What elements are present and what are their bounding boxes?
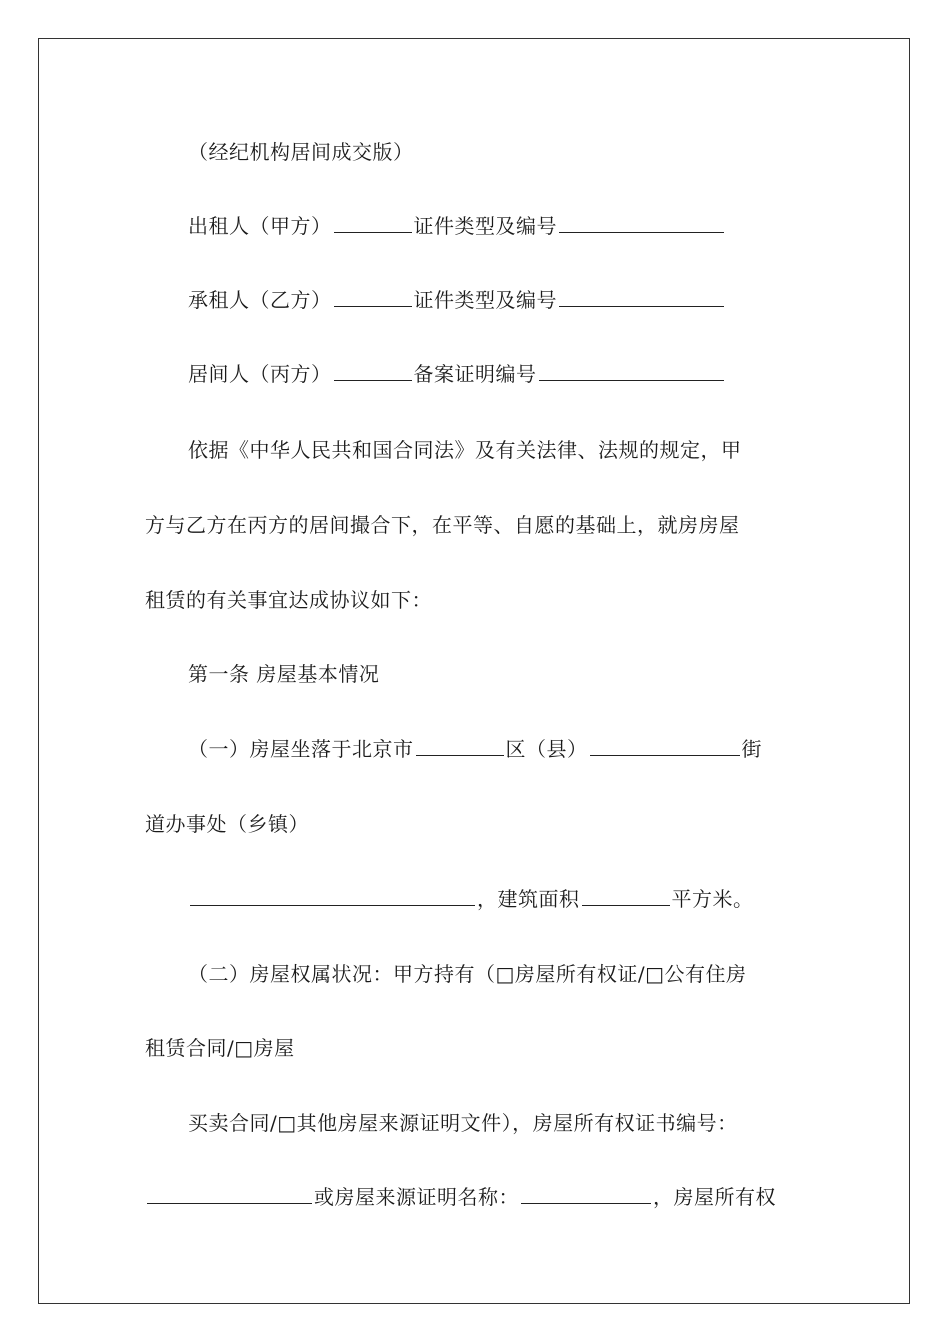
location-line [188,735,762,763]
contract-subtitle: （经纪机构居间成交版） [188,140,414,164]
lessee-label: 承租人（乙方） [188,288,332,312]
area-label: ，建筑面积 [477,887,580,911]
ownership-tail: ，房屋所有权 [653,1185,776,1209]
lessee-name-blank[interactable] [334,286,412,307]
lessor-label: 出租人（甲方） [188,214,332,238]
location-city-label: （一）房屋坐落于北京市 [188,737,414,761]
address-blank[interactable] [190,885,475,906]
subdistrict-line: 道办事处（乡镇） [145,812,309,836]
lessee-line [188,286,726,314]
district-blank[interactable] [416,735,504,756]
ownership-line-2: 租赁合同/□房屋 [145,1036,295,1060]
ownership-line-4 [145,1183,776,1211]
lessor-id-label: 证件类型及编号 [413,214,557,238]
source-doc-blank[interactable] [521,1183,651,1204]
lessor-id-blank[interactable] [559,212,724,233]
preamble-line-1: 依据《中华人民共和国合同法》及有关法律、法规的规定，甲 [188,438,742,462]
article-1-title: 第一条 房屋基本情况 [188,662,380,686]
ownership-line-3: 买卖合同/□其他房屋来源证明文件），房屋所有权证书编号： [188,1111,738,1135]
area-unit: 平方米。 [671,887,754,911]
street-label: 街 [741,737,762,761]
area-line [188,885,754,913]
preamble-line-2: 方与乙方在丙方的居间撮合下，在平等、自愿的基础上，就房房屋 [145,513,740,537]
broker-name-blank[interactable] [334,360,412,381]
certificate-number-blank[interactable] [147,1183,312,1204]
lessee-id-blank[interactable] [559,286,724,307]
source-doc-label: 或房屋来源证明名称： [314,1185,519,1209]
lessor-line [188,212,726,240]
broker-label: 居间人（丙方） [188,362,332,386]
district-label: 区（县） [505,737,588,761]
lessor-name-blank[interactable] [334,212,412,233]
broker-record-label: 备案证明编号 [413,362,537,386]
area-blank[interactable] [582,885,670,906]
ownership-line-1: （二）房屋权属状况：甲方持有（□房屋所有权证/□公有住房 [188,962,747,986]
lessee-id-label: 证件类型及编号 [413,288,557,312]
street-blank[interactable] [590,735,740,756]
broker-line [188,360,726,388]
broker-record-blank[interactable] [539,360,724,381]
preamble-line-3: 租赁的有关事宜达成协议如下： [145,588,432,612]
